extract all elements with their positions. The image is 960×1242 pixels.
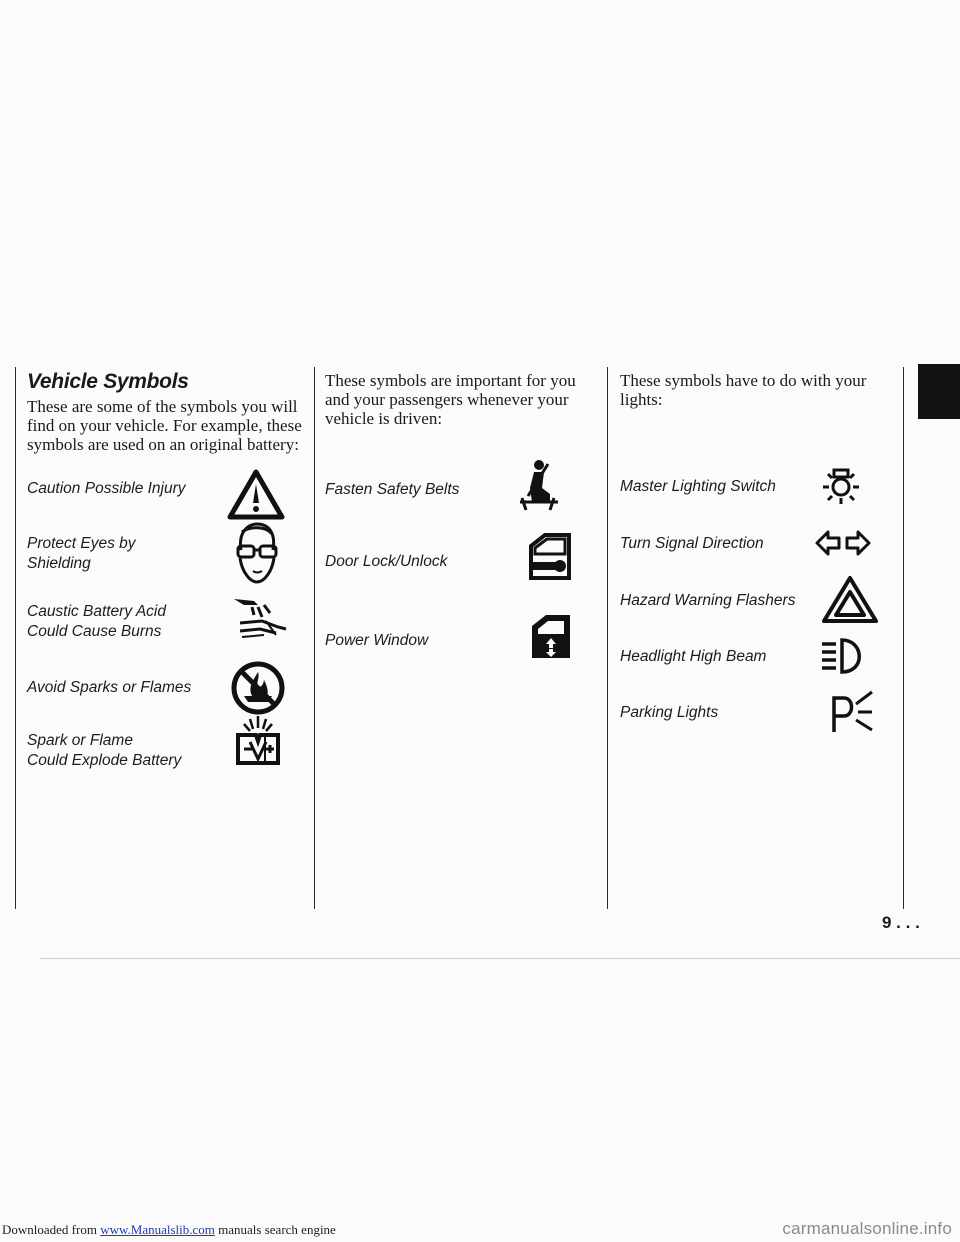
header-prefix: Downloaded from	[2, 1222, 97, 1237]
label-turn-signal: Turn Signal Direction	[620, 535, 764, 552]
parking-lights-icon	[830, 690, 876, 736]
section-thumb-tab	[918, 364, 960, 419]
no-flame-icon	[230, 660, 286, 716]
page-bottom-line	[40, 958, 960, 959]
power-window-icon	[528, 612, 574, 662]
caution-triangle-icon	[225, 467, 287, 523]
watermark: carmanualsonline.info	[782, 1219, 952, 1238]
label-power-window: Power Window	[325, 632, 429, 649]
header-suffix: manuals search engine	[218, 1222, 336, 1237]
download-header	[2, 1222, 336, 1238]
label-protect-eyes: Protect Eyes by Shielding	[27, 535, 136, 572]
eye-protection-icon	[226, 520, 288, 586]
hazard-triangle-icon	[822, 575, 878, 625]
high-beam-icon	[820, 636, 870, 676]
column-rule-middle	[314, 367, 315, 909]
label-hazard-flashers: Hazard Warning Flashers	[620, 592, 796, 609]
acid-burn-icon	[230, 591, 290, 643]
label-master-lighting: Master Lighting Switch	[620, 478, 776, 495]
column-rule-left	[15, 367, 16, 909]
label-caustic-acid: Caustic Battery Acid Could Cause Burns	[27, 603, 166, 640]
label-avoid-sparks: Avoid Sparks or Flames	[27, 679, 192, 696]
right-intro: These symbols have to do with your lights:	[620, 371, 867, 409]
label-parking-lights: Parking Lights	[620, 704, 719, 721]
battery-explode-icon	[230, 715, 286, 771]
label-high-beam: Headlight High Beam	[620, 648, 767, 665]
page-title: Vehicle Symbols	[27, 370, 189, 393]
label-door-lock: Door Lock/Unlock	[325, 553, 448, 570]
label-fasten-belts: Fasten Safety Belts	[325, 481, 460, 498]
page-number: 9 . . .	[882, 913, 920, 932]
seat-belt-icon	[512, 458, 568, 514]
middle-intro: These symbols are important for you and your passengers whenever your vehicle is driven:	[325, 371, 576, 428]
door-lock-icon	[527, 532, 573, 582]
turn-signal-icon	[815, 528, 871, 558]
manualslib-link[interactable]: www.Manualslib.com	[100, 1222, 215, 1237]
master-lighting-icon	[819, 466, 863, 506]
left-intro: These are some of the symbols you will find on your vehicle. For example, these symbols are used on an original battery:	[27, 397, 302, 454]
column-rule-right	[607, 367, 608, 909]
column-rule-far-right	[903, 367, 904, 909]
label-caution-possible-injury: Caution Possible Injury	[27, 480, 186, 497]
label-spark-explode: Spark or Flame Could Explode Battery	[27, 732, 182, 769]
